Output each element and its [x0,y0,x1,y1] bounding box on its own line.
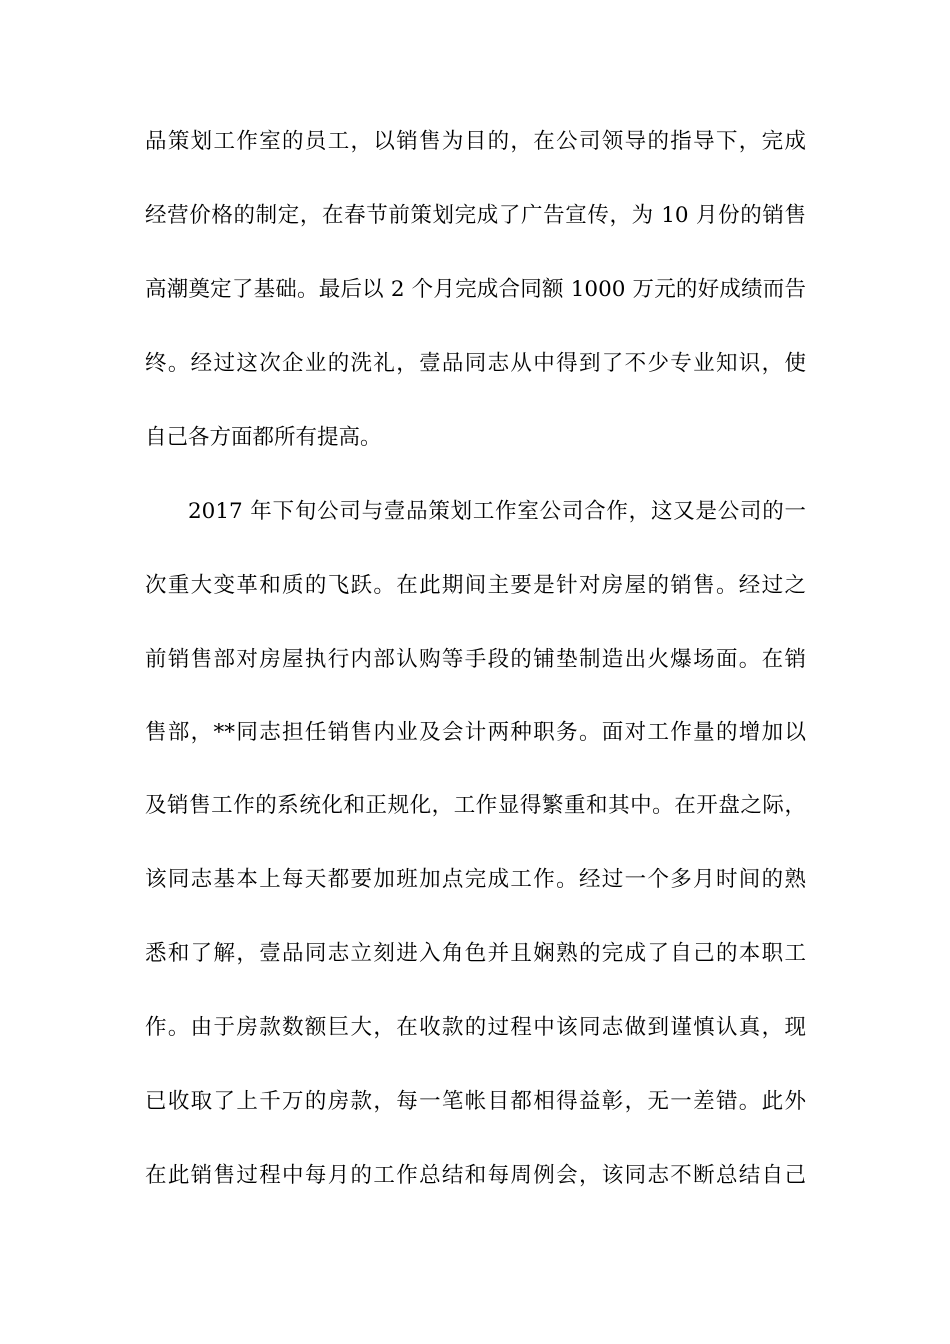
text-line: 经营价格的制定，在春节前策划完成了广告宣传，为 10 月份的销售 [145,203,806,228]
text-line: 已收取了上千万的房款，每一笔帐目都相得益彰，无一差错。此外 [145,1089,806,1114]
text-line: 前销售部对房屋执行内部认购等手段的铺垫制造出火爆场面。在销 [145,647,806,672]
text-line: 自己各方面都所有提高。 [145,425,382,450]
text-line: 在此销售过程中每月的工作总结和每周例会，该同志不断总结自己 [145,1163,806,1188]
text-line: 作。由于房款数额巨大，在收款的过程中该同志做到谨慎认真，现 [145,1015,806,1040]
text-line: 高潮奠定了基础。最后以 2 个月完成合同额 1000 万元的好成绩而告 [145,277,806,302]
text-line: 该同志基本上每天都要加班加点完成工作。经过一个多月时间的熟 [145,867,806,892]
text-line: 次重大变革和质的飞跃。在此期间主要是针对房屋的销售。经过之 [145,573,806,598]
text-line: 及销售工作的系统化和正规化，工作显得繁重和其中。在开盘之际， [145,793,806,818]
text-line: 悉和了解，壹品同志立刻进入角色并且娴熟的完成了自己的本职工 [145,941,806,966]
text-line: 品策划工作室的员工，以销售为目的，在公司领导的指导下，完成 [145,129,806,154]
text-line: 终。经过这次企业的洗礼，壹品同志从中得到了不少专业知识，使 [145,351,806,376]
text-line: 2017 年下旬公司与壹品策划工作室公司合作，这又是公司的一 [188,499,806,524]
text-line: 售部，**同志担任销售内业及会计两种职务。面对工作量的增加以 [145,720,806,745]
